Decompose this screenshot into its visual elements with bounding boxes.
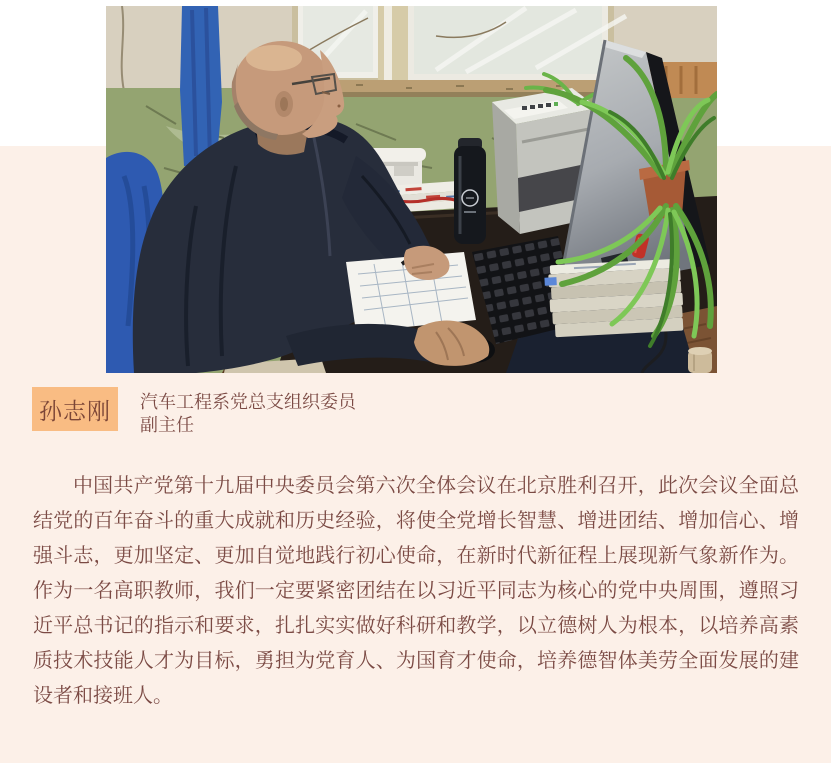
article-body	[33, 469, 799, 714]
name-badge	[32, 387, 118, 431]
photo-paper-roll	[688, 347, 712, 373]
person-title-line1: 汽车工程系党总支组织委员	[140, 392, 356, 412]
person-name: 孙志刚	[39, 397, 111, 424]
person-title	[140, 391, 356, 437]
person-title-line2: 副主任	[140, 415, 194, 435]
photo-thermos	[454, 138, 486, 244]
profile-photo[interactable]	[106, 6, 717, 373]
article-paragraph: 中国共产党第十九届中央委员会第六次全体会议在北京胜利召开，此次会议全面总结党的百年奋斗的重大成就和历史经验，将使全党增长智慧、增进团结、增加信心、增强斗志，更加坚定、更加自觉地践行初心使命，在新时代新征程上展现新气象新作为。作为一名高职教师，我们一定要紧密团结在以习近平同志为核心的党中央周围，遵照习近平总书记的指示和要求，扎扎实实做好科研和教学，以立德树人为根本，以培养高素质技术技能人才为目标，勇担为党育人、为国育才使命，培养德智体美劳全面发展的建设者和接班人。	[33, 475, 799, 707]
